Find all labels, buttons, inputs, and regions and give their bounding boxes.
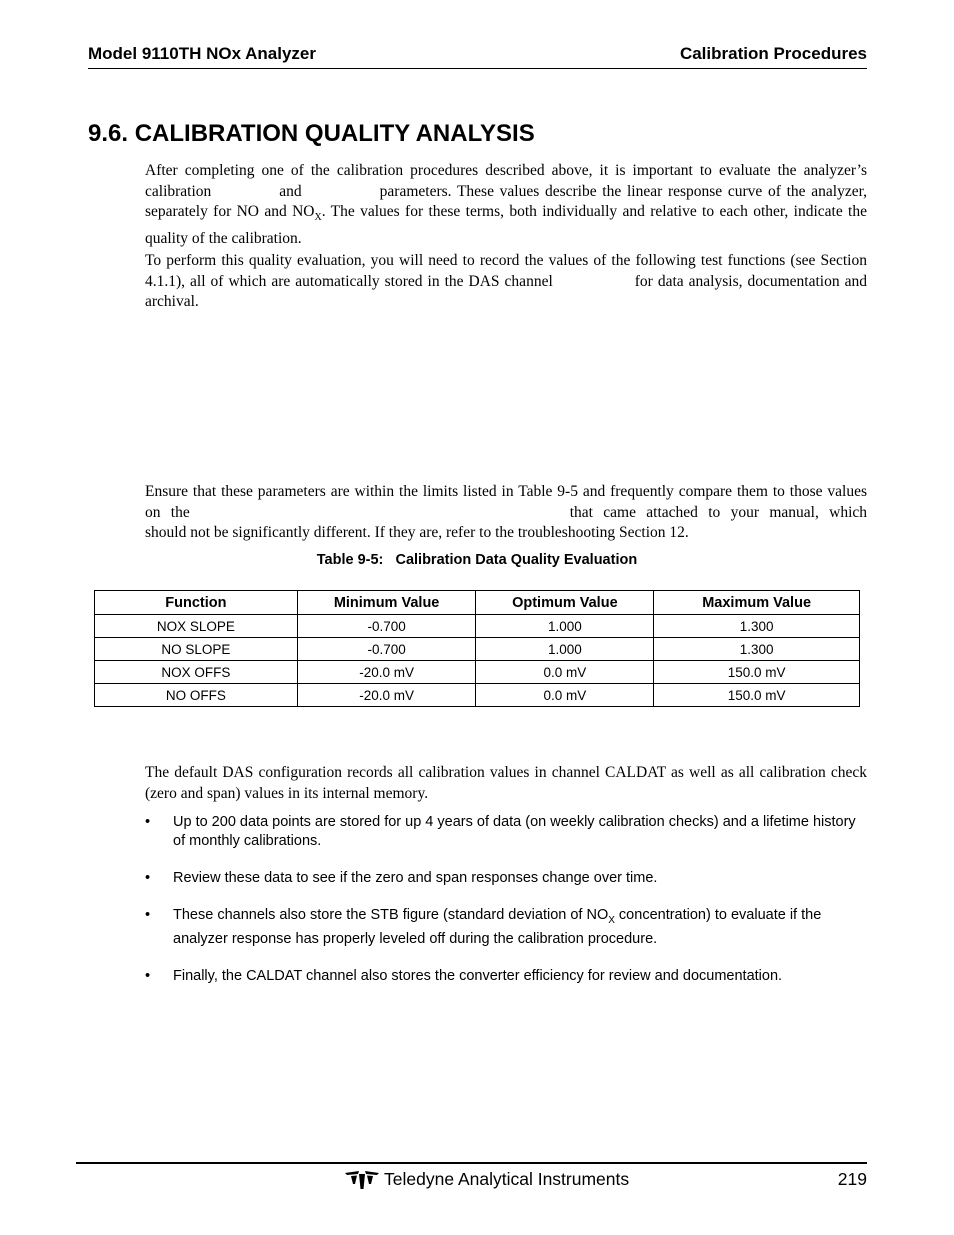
footer-divider <box>76 1162 867 1164</box>
table-header-cell: Function <box>95 591 298 615</box>
table-cell: NO OFFS <box>95 684 298 707</box>
evaluation-text-b: for data analysis, documentation and archival. <box>145 272 867 310</box>
table-header-row <box>95 591 860 615</box>
table-cell: 1.000 <box>476 638 654 661</box>
page-number: 219 <box>837 1169 867 1189</box>
table-cell: NO SLOPE <box>95 638 298 661</box>
table-cell: 150.0 mV <box>654 684 860 707</box>
table-cell: -20.0 mV <box>297 661 476 684</box>
page-header <box>88 44 867 69</box>
table-cell: 1.000 <box>476 615 654 638</box>
table-header-cell: Optimum Value <box>476 591 654 615</box>
intro-text-d: . The values for these terms, both individually and relative to each other, indicate the quality of the calibration. <box>145 203 867 247</box>
table-caption: Table 9-5: Calibration Data Quality Evaluation <box>316 552 638 568</box>
list-item-text: Review these data to see if the zero and span responses change over time. <box>173 870 658 886</box>
intro-subscript: X <box>314 212 322 224</box>
das-bullet-list <box>145 813 867 1004</box>
list-item <box>145 967 867 986</box>
limits-text-b: that came attached to your manual, which should not be significantly different. If they are, refer to the troubleshooting Section 12. <box>145 503 867 541</box>
list-item-subscript: X <box>608 914 615 926</box>
evaluation-paragraph <box>145 251 867 313</box>
table-cell: -20.0 mV <box>297 684 476 707</box>
table-header-cell: Minimum Value <box>297 591 476 615</box>
table-cell: NOX SLOPE <box>95 615 298 638</box>
section-title: 9.6. CALIBRATION QUALITY ANALYSIS <box>88 120 535 147</box>
intro-text-c: parameters. These values describe the linear response curve of the analyzer, separately for NO and NO <box>145 182 867 220</box>
limits-paragraph <box>145 482 867 544</box>
intro-paragraph <box>145 161 867 249</box>
list-item-text: These channels also store the STB figure (standard deviation of NO <box>173 907 609 923</box>
list-item-text: Finally, the CALDAT channel also stores the converter efficiency for review and documentation. <box>173 967 783 984</box>
table-row <box>95 615 860 638</box>
header-model-title: Model 9110TH NOx Analyzer <box>88 44 317 63</box>
das-paragraph: The default DAS configuration records all calibration values in channel CALDAT as well as all calibration check (zero and span) values in its internal memory. <box>145 764 867 802</box>
limits-text-a: Ensure that these parameters are within the limits listed in Table 9-5 and frequently compare them to those values on the <box>145 483 867 521</box>
page-footer <box>0 1168 954 1194</box>
intro-text-a: After completing one of the calibration procedures described above, it is important to evaluate the analyzer’s calibration <box>145 162 867 200</box>
table-row <box>95 638 860 661</box>
table-cell: 150.0 mV <box>654 661 860 684</box>
table-cell: -0.700 <box>297 638 476 661</box>
table-cell: 0.0 mV <box>476 684 654 707</box>
footer-company-name: Teledyne Analytical Instruments <box>384 1169 630 1189</box>
teledyne-logo-icon <box>345 1171 379 1189</box>
table-cell: 1.300 <box>654 638 860 661</box>
list-item <box>145 869 867 888</box>
header-chapter-title: Calibration Procedures <box>679 44 867 63</box>
table-cell: NOX OFFS <box>95 661 298 684</box>
list-item <box>145 813 867 851</box>
list-item <box>145 906 867 949</box>
table-cell: -0.700 <box>297 615 476 638</box>
table-cell: 0.0 mV <box>476 661 654 684</box>
table-row <box>95 661 860 684</box>
table-cell: 1.300 <box>654 615 860 638</box>
table-row <box>95 684 860 707</box>
list-item-text: concentration) to evaluate if the analyzer response has properly leveled off during the calibration procedure. <box>173 907 822 947</box>
calibration-quality-table <box>94 590 860 707</box>
list-item-text: Up to 200 data points are stored for up 4 years of data (on weekly calibration checks) and a lifetime history of monthly calibrations. <box>173 814 856 849</box>
evaluation-text-a: To perform this quality evaluation, you will need to record the values of the following test functions (see Section 4.1.1), all of which are automatically stored in the DAS channel <box>145 252 867 290</box>
table-header-cell: Maximum Value <box>654 591 860 615</box>
intro-text-b: and <box>279 182 302 200</box>
